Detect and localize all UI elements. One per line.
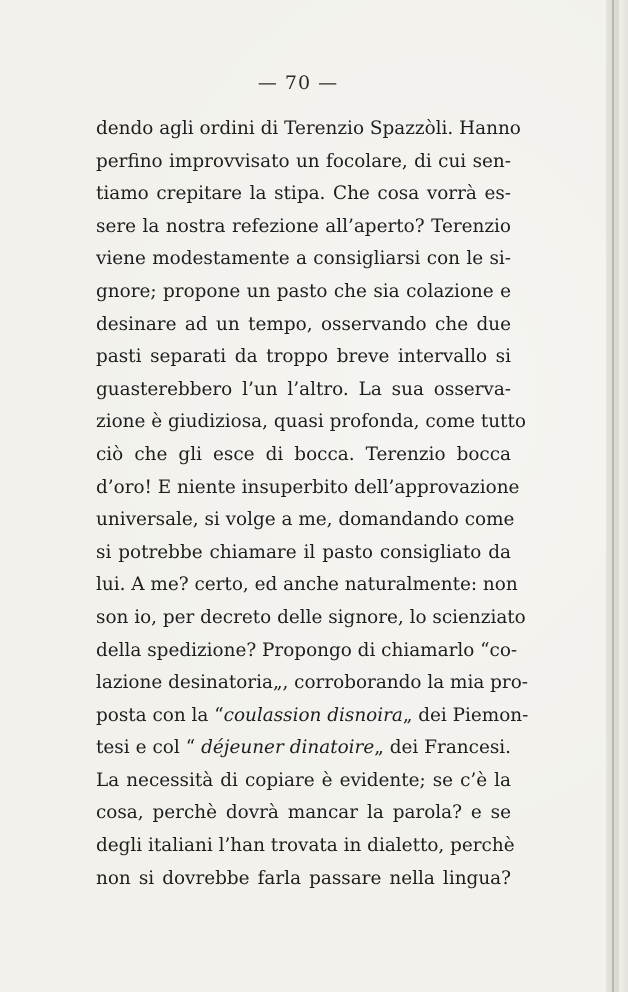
text-line — [96, 863, 511, 896]
text-segment: pasti separati da troppo breve intervallo si — [96, 346, 511, 368]
text-line — [96, 504, 515, 537]
text-line — [96, 830, 515, 863]
page-edge — [606, 0, 628, 992]
text-segment: son io, per decreto delle signore, lo scienziato — [96, 606, 526, 628]
text-line — [96, 146, 511, 179]
italic-text-segment: coulassion disnoira — [223, 704, 403, 726]
text-line — [96, 765, 511, 798]
text-line — [96, 667, 529, 700]
text-segment: viene modestamente a consigliarsi con le si- — [96, 248, 511, 270]
text-segment: si potrebbe chiamare il pasto consigliato da — [96, 541, 511, 563]
text-segment: „ dei Francesi. — [374, 737, 511, 759]
text-segment: posta con la “ — [96, 704, 224, 726]
body-text — [96, 113, 529, 895]
text-segment: zione è giudiziosa, quasi profonda, come tutto — [96, 411, 526, 433]
text-segment: lui. A me? certo, ed anche naturalmente: non — [96, 574, 518, 596]
page-edge-line — [612, 0, 614, 992]
text-line — [96, 309, 511, 342]
text-segment: cosa, perchè dovrà mancar la parola? e se — [96, 802, 511, 824]
text-segment: guasterebbero l’un l’altro. La sua osserva- — [96, 378, 511, 400]
text-line — [96, 472, 520, 505]
text-line — [96, 537, 511, 570]
text-segment: sere la nostra refezione all’aperto? Terenzio — [96, 215, 511, 237]
text-line — [96, 635, 518, 668]
text-line — [96, 406, 526, 439]
text-line — [96, 243, 511, 276]
text-line — [96, 276, 511, 309]
text-segment: tiamo crepitare la stipa. Che cosa vorrà es- — [96, 183, 511, 205]
text-segment: dendo agli ordini di Terenzio Spazzòli. Hanno — [96, 118, 521, 139]
text-line — [96, 602, 526, 635]
text-line — [96, 700, 529, 733]
text-segment: desinare ad un tempo, osservando che due — [96, 313, 511, 335]
text-line — [96, 178, 511, 211]
text-segment: perfino improvvisato un focolare, di cui sen- — [96, 150, 511, 172]
text-line — [96, 439, 511, 472]
text-segment: gnore; propone un pasto che sia colazione e — [96, 280, 511, 302]
text-segment: lazione desinatoria„, corroborando la mia pro- — [96, 672, 529, 694]
text-line — [96, 341, 511, 374]
text-segment: La necessità di copiare è evidente; se c’è la — [96, 769, 511, 791]
text-segment: non si dovrebbe farla passare nella lingua? — [96, 867, 511, 889]
text-segment: d’oro! E niente insuperbito dell’approvazione — [96, 476, 520, 498]
text-segment: tesi e col “ — [96, 737, 202, 759]
text-segment: della spedizione? Propongo di chiamarlo “co- — [96, 639, 518, 661]
italic-text-segment: déjeuner dinatoire — [201, 737, 375, 759]
text-segment: „ dei Piemon- — [402, 704, 529, 726]
text-segment: degli italiani l’han trovata in dialetto, perchè — [96, 835, 515, 857]
text-line — [96, 374, 511, 407]
text-segment: universale, si volge a me, domandando come — [96, 509, 515, 531]
text-line — [96, 113, 521, 146]
text-line — [96, 569, 518, 602]
text-segment: ciò che gli esce di bocca. Terenzio bocca — [96, 443, 511, 465]
text-line — [96, 211, 511, 244]
text-line — [96, 732, 511, 765]
page-number: — 70 — — [257, 72, 339, 94]
text-line — [96, 797, 511, 830]
